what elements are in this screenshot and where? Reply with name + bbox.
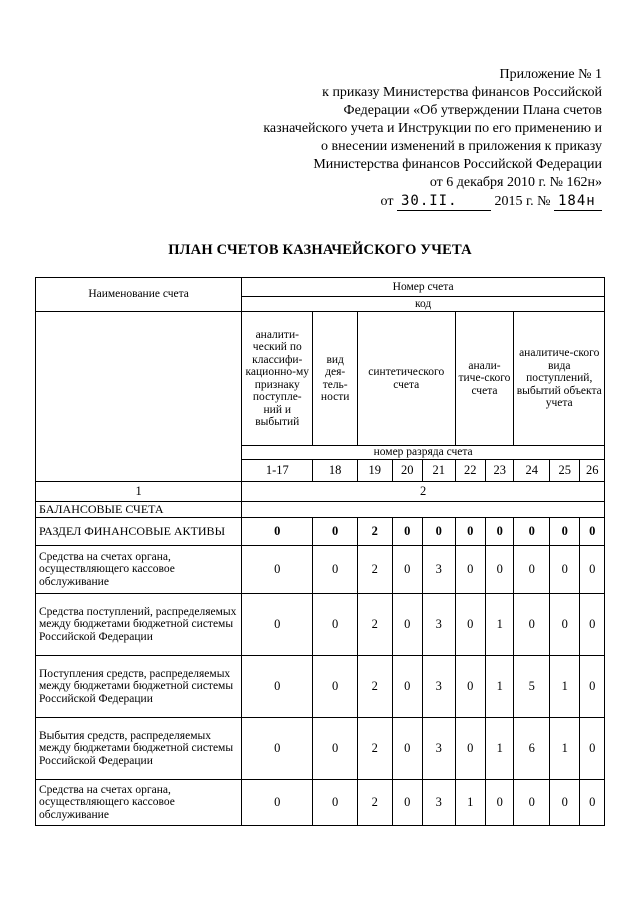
row-value: 0 (549, 594, 579, 656)
handwritten-order-number: 184н (554, 192, 602, 211)
row-name: Средства на счетах органа, осуществляющего кассовое обслуживание (36, 546, 242, 594)
table-row (36, 546, 605, 594)
analytic-account-header: анали-тиче-ского счета (455, 312, 514, 446)
synthetic-account-header: синтетического счета (358, 312, 456, 446)
appendix-line: о внесении изменений в приложения к приказу (320, 139, 602, 154)
row-value: 0 (313, 546, 358, 594)
table-row (36, 518, 605, 546)
digit-label: 20 (392, 460, 422, 482)
row-value: 0 (392, 656, 422, 718)
handwritten-date: 30.II. (397, 192, 491, 211)
page-title: ПЛАН СЧЕТОВ КАЗНАЧЕЙСКОГО УЧЕТА (168, 242, 472, 258)
digit-label: 22 (455, 460, 485, 482)
row-value: 1 (455, 780, 485, 826)
table-row (36, 594, 605, 656)
row-value: 2 (358, 780, 393, 826)
row-value: 3 (423, 656, 456, 718)
row-value: 1 (549, 718, 579, 780)
row-value: 3 (423, 718, 456, 780)
column-number-2: 2 (242, 482, 605, 502)
row-value: 2 (358, 546, 393, 594)
appendix-line: от 6 декабря 2010 г. № 162н» (429, 175, 602, 190)
row-value: 3 (423, 780, 456, 826)
appendix-note (200, 66, 602, 211)
row-value: 0 (313, 594, 358, 656)
appendix-line: Федерации «Об утверждении Плана счетов (343, 103, 602, 118)
row-name: Выбытия средств, распределяемых между бюджетами бюджетной системы Российской Федерации (36, 718, 242, 780)
row-value: 1 (549, 656, 579, 718)
row-name: Поступления средств, распределяемых между бюджетами бюджетной системы Российской Федерации (36, 656, 242, 718)
row-value: 0 (580, 518, 605, 546)
row-value: 0 (455, 594, 485, 656)
row-value: 2 (358, 594, 393, 656)
row-value: 0 (549, 518, 579, 546)
accounts-table (35, 277, 605, 826)
row-value: 0 (313, 656, 358, 718)
row-value: 6 (514, 718, 550, 780)
appendix-line: Министерства финансов Российской Федерации (313, 157, 602, 172)
digit-label: 26 (580, 460, 605, 482)
balance-accounts-title: БАЛАНСОВЫЕ СЧЕТА (36, 502, 242, 518)
row-value: 0 (242, 780, 313, 826)
row-name: Средства на счетах органа, осуществляющего кассовое обслуживание (36, 780, 242, 826)
order-signature-line (200, 192, 602, 211)
row-value: 0 (392, 518, 422, 546)
from-prefix: от (380, 194, 394, 209)
table-row (36, 718, 605, 780)
row-value: 3 (423, 546, 456, 594)
row-value: 1 (485, 718, 513, 780)
appendix-line: Приложение № 1 (499, 67, 602, 82)
digit-label: 23 (485, 460, 513, 482)
row-value: 0 (549, 546, 579, 594)
row-value: 1 (485, 656, 513, 718)
row-value: 0 (313, 518, 358, 546)
appendix-line: к приказу Министерства финансов Российской (322, 85, 602, 100)
row-value: 0 (514, 780, 550, 826)
digit-label: 18 (313, 460, 358, 482)
row-value: 0 (392, 594, 422, 656)
row-value: 0 (242, 656, 313, 718)
activity-type-header: вид дея-тель-ности (313, 312, 358, 446)
account-number-header: Номер счета (242, 278, 605, 297)
row-value: 2 (358, 656, 393, 718)
analytic-classifier-header: аналити-ческий по классифи-кационно-му признаку поступле-ний и выбытий (242, 312, 313, 446)
row-value: 0 (455, 546, 485, 594)
row-value: 0 (242, 546, 313, 594)
row-value: 0 (242, 718, 313, 780)
digit-label: 1-17 (242, 460, 313, 482)
row-value: 0 (580, 780, 605, 826)
balance-accounts-spacer (242, 502, 605, 518)
row-value: 2 (358, 518, 393, 546)
row-value: 0 (580, 546, 605, 594)
row-value: 0 (549, 780, 579, 826)
row-value: 0 (580, 718, 605, 780)
code-header: код (242, 297, 605, 312)
row-value: 0 (514, 594, 550, 656)
row-value: 0 (514, 546, 550, 594)
table-row (36, 780, 605, 826)
row-value: 0 (313, 780, 358, 826)
digit-label: 21 (423, 460, 456, 482)
row-value: 0 (392, 546, 422, 594)
analytic-flow-header: аналитиче-ского вида поступлений, выбытий объекта учета (514, 312, 605, 446)
name-column-header: Наименование счета (36, 278, 242, 312)
row-value: 0 (485, 780, 513, 826)
row-value: 5 (514, 656, 550, 718)
digit-label: 24 (514, 460, 550, 482)
row-value: 0 (485, 546, 513, 594)
column-number-1: 1 (36, 482, 242, 502)
row-value: 0 (455, 718, 485, 780)
row-value: 0 (242, 518, 313, 546)
digit-row-header: номер разряда счета (242, 446, 605, 460)
table-row (36, 656, 605, 718)
row-value: 0 (580, 656, 605, 718)
row-value: 0 (455, 656, 485, 718)
row-value: 0 (392, 780, 422, 826)
row-value: 0 (514, 518, 550, 546)
row-value: 0 (392, 718, 422, 780)
row-value: 3 (423, 594, 456, 656)
row-value: 0 (242, 594, 313, 656)
row-name: РАЗДЕЛ ФИНАНСОВЫЕ АКТИВЫ (36, 518, 242, 546)
row-value: 0 (423, 518, 456, 546)
name-column-spacer (36, 312, 242, 482)
row-value: 1 (485, 594, 513, 656)
digit-label: 19 (358, 460, 393, 482)
row-value: 0 (580, 594, 605, 656)
row-name: Средства поступлений, распределяемых между бюджетами бюджетной системы Российской Федерации (36, 594, 242, 656)
row-value: 2 (358, 718, 393, 780)
row-value: 0 (313, 718, 358, 780)
year-text: 2015 г. № (494, 194, 551, 209)
row-value: 0 (455, 518, 485, 546)
appendix-line: казначейского учета и Инструкции по его применению и (263, 121, 602, 136)
digit-label: 25 (549, 460, 579, 482)
row-value: 0 (485, 518, 513, 546)
